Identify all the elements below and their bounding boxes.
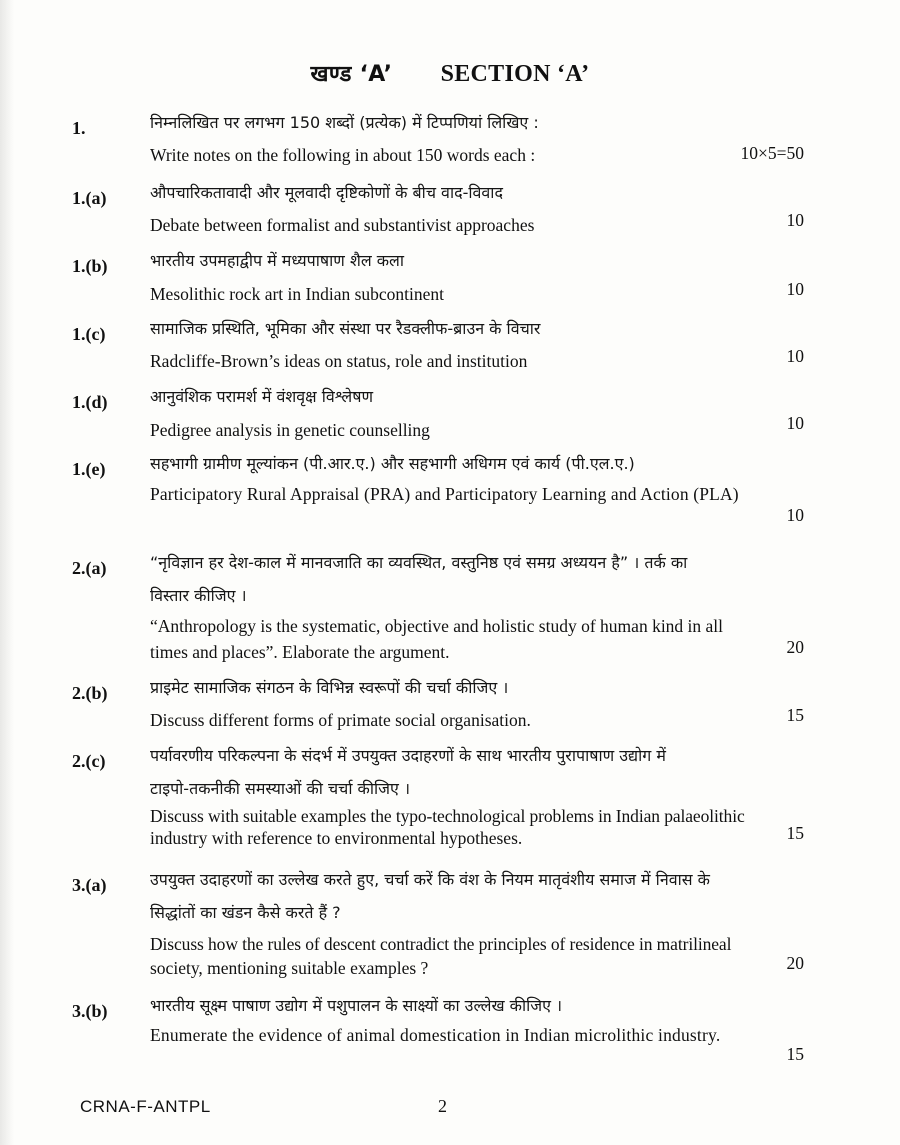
question-text-hindi-line2: विस्तार कीजिए । (150, 586, 247, 605)
question-text-english-line1: “Anthropology is the systematic, objective and holistic study of human kind in all (150, 616, 724, 636)
question-text-english: Enumerate the evidence of animal domestication in Indian microlithic industry. (150, 1025, 721, 1045)
question-marks: 20 (786, 953, 804, 973)
question-text-hindi: सामाजिक प्रस्थिति, भूमिका और संस्था पर रैडक्लीफ-ब्राउन के विचार (150, 319, 541, 338)
section-heading (0, 58, 900, 88)
question-text-hindi: निम्नलिखित पर लगभग 150 शब्दों (प्रत्येक) में टिप्पणियां लिखिए : (150, 113, 539, 132)
question-text-english-line2: industry with reference to environmental hypotheses. (150, 828, 523, 848)
section-heading-english: SECTION ‘A’ (440, 61, 590, 87)
question-marks: 15 (786, 705, 804, 725)
question-number: 1. (72, 118, 86, 138)
question-number: 2.(b) (72, 683, 108, 703)
question-text-english: Participatory Rural Appraisal (PRA) and Participatory Learning and Action (PLA) (150, 484, 739, 504)
question-text-hindi-line1: उपयुक्त उदाहरणों का उल्लेख करते हुए, चर्चा करें कि वंश के नियम मातृवंशीय समाज में निवास के (150, 870, 710, 889)
question-text-hindi-line1: “नृविज्ञान हर देश-काल में मानवजाति का व्यवस्थित, वस्तुनिष्ठ एवं समग्र अध्ययन है” । तर्क का (150, 553, 688, 572)
question-text-hindi: सहभागी ग्रामीण मूल्यांकन (पी.आर.ए.) और सहभागी अधिगम एवं कार्य (पी.एल.ए.) (150, 454, 635, 473)
question-marks: 10×5=50 (740, 143, 804, 163)
question-number: 1.(d) (72, 392, 108, 412)
question-text-hindi: प्राइमेट सामाजिक संगठन के विभिन्न स्वरूपों की चर्चा कीजिए । (150, 678, 509, 697)
question-text-english-line2: times and places”. Elaborate the argument. (150, 642, 450, 662)
question-marks: 20 (786, 637, 804, 657)
question-number: 2.(a) (72, 558, 107, 578)
question-text-english-line1: Discuss with suitable examples the typo-technological problems in Indian palaeolithic (150, 806, 745, 826)
section-heading-hindi: खण्ड ‘A’ (310, 62, 393, 87)
question-text-english: Debate between formalist and substantivist approaches (150, 215, 535, 235)
question-number: 3.(b) (72, 1001, 108, 1021)
question-marks: 10 (786, 346, 804, 366)
question-number: 2.(c) (72, 751, 106, 771)
question-text-english: Mesolithic rock art in Indian subcontinent (150, 284, 445, 304)
question-marks: 15 (786, 823, 804, 843)
question-number: 3.(a) (72, 875, 107, 895)
question-text-english: Write notes on the following in about 150 words each : (150, 145, 536, 165)
page-number: 2 (438, 1096, 447, 1116)
question-text-hindi-line2: सिद्धांतों का खंडन कैसे करते हैं ? (150, 903, 341, 922)
question-text-hindi: औपचारिकतावादी और मूलवादी दृष्टिकोणों के बीच वाद-विवाद (150, 183, 503, 202)
question-text-hindi-line2: टाइपो-तकनीकी समस्याओं की चर्चा कीजिए । (150, 779, 411, 798)
question-text-english: Pedigree analysis in genetic counselling (150, 420, 430, 440)
question-text-english-line2: society, mentioning suitable examples ? (150, 958, 429, 978)
question-marks: 10 (786, 279, 804, 299)
question-number: 1.(a) (72, 188, 107, 208)
question-text-hindi-line1: पर्यावरणीय परिकल्पना के संदर्भ में उपयुक्त उदाहरणों के साथ भारतीय पुरापाषाण उद्योग में (150, 746, 666, 765)
question-number: 1.(b) (72, 256, 108, 276)
question-text-english: Discuss different forms of primate social organisation. (150, 710, 531, 730)
question-marks: 10 (786, 210, 804, 230)
question-marks: 15 (786, 1044, 804, 1064)
question-marks: 10 (786, 505, 804, 525)
question-number: 1.(e) (72, 459, 106, 479)
question-text-hindi: भारतीय उपमहाद्वीप में मध्यपाषाण शैल कला (150, 251, 405, 270)
page-edge-shadow (0, 0, 14, 1145)
question-text-hindi: आनुवंशिक परामर्श में वंशवृक्ष विश्लेषण (150, 387, 374, 406)
question-text-hindi: भारतीय सूक्ष्म पाषाण उद्योग में पशुपालन के साक्ष्यों का उल्लेख कीजिए । (150, 996, 563, 1015)
paper-code: CRNA-F-ANTPL (80, 1097, 211, 1116)
question-text-english: Radcliffe-Brown’s ideas on status, role and institution (150, 351, 528, 371)
question-text-english-line1: Discuss how the rules of descent contradict the principles of residence in matrilineal (150, 934, 732, 954)
question-marks: 10 (786, 413, 804, 433)
question-number: 1.(c) (72, 324, 106, 344)
